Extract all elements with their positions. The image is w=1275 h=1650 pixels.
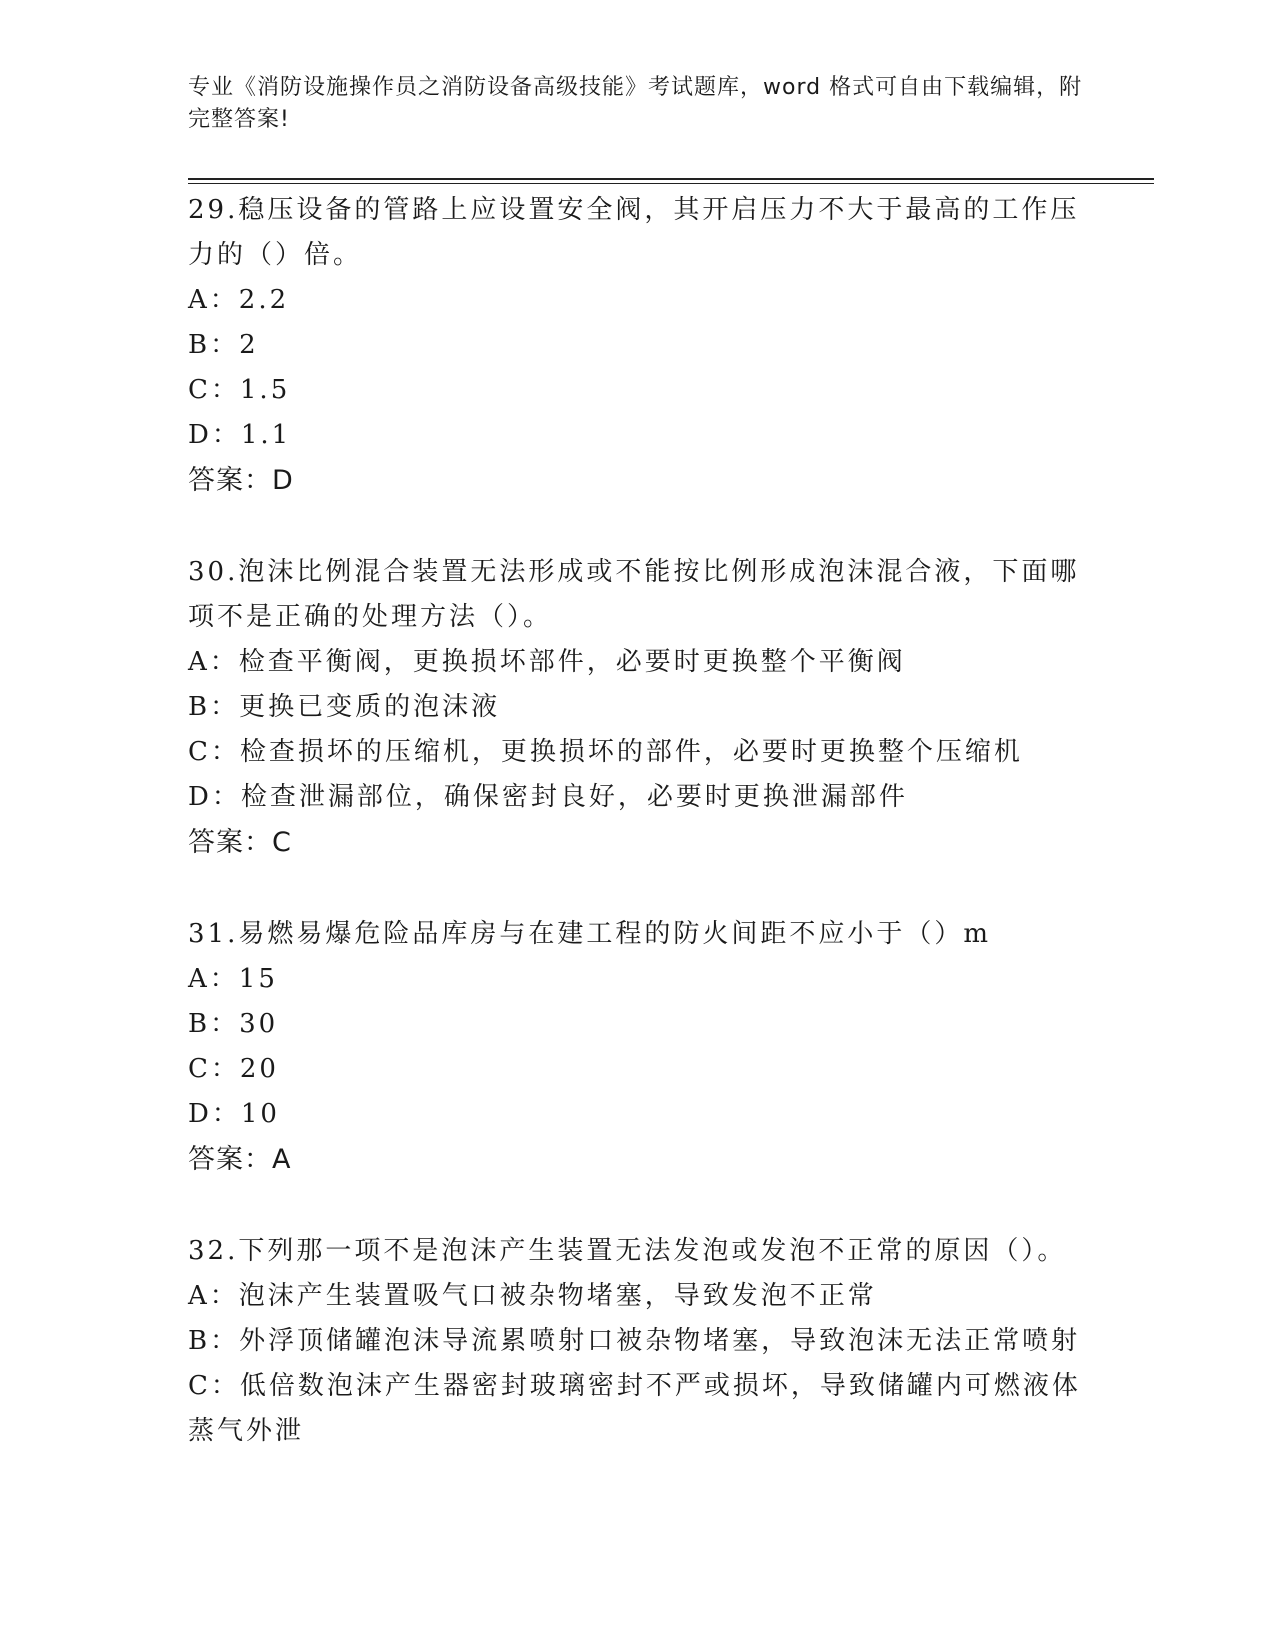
option-a: A：2.2 — [188, 285, 290, 315]
option-c: C：低倍数泡沫产生器密封玻璃密封不严或损坏，导致储罐内可燃液体蒸气外泄 — [188, 1371, 1081, 1446]
question-32 — [188, 1229, 1088, 1454]
spacer — [188, 865, 1088, 912]
option-d: D：10 — [188, 1099, 280, 1129]
question-stem: 32.下列那一项不是泡沫产生装置无法发泡或发泡不正常的原因（）。 — [188, 1236, 1067, 1266]
header-divider-thin — [188, 183, 1154, 184]
answer-line: 答案：C — [188, 827, 292, 858]
question-31 — [188, 912, 1088, 1182]
option-b: B：更换已变质的泡沫液 — [188, 692, 501, 722]
option-c: C：1.5 — [188, 375, 291, 405]
question-list — [188, 188, 1088, 1454]
question-29 — [188, 188, 1088, 503]
option-a: A：15 — [188, 964, 278, 994]
question-stem: 31.易燃易爆危险品库房与在建工程的防火间距不应小于（）m — [188, 919, 992, 949]
option-c: C：20 — [188, 1054, 279, 1084]
option-c: C：检查损坏的压缩机，更换损坏的部件，必要时更换整个压缩机 — [188, 737, 1023, 767]
page-header: 专业《消防设施操作员之消防设备高级技能》考试题库，word 格式可自由下载编辑，附完整答案! — [188, 75, 1083, 132]
spacer — [188, 1182, 1088, 1229]
question-30 — [188, 550, 1088, 865]
answer-line: 答案：A — [188, 1144, 292, 1175]
option-d: D：检查泄漏部位，确保密封良好，必要时更换泄漏部件 — [188, 782, 908, 812]
header-divider-thick — [188, 178, 1154, 180]
question-stem: 29.稳压设备的管路上应设置安全阀，其开启压力不大于最高的工作压力的（）倍。 — [188, 195, 1080, 270]
option-a: A：泡沫产生装置吸气口被杂物堵塞，导致发泡不正常 — [188, 1281, 877, 1311]
option-a: A：检查平衡阀，更换损坏部件，必要时更换整个平衡阀 — [188, 647, 906, 677]
answer-line: 答案：D — [188, 465, 294, 496]
option-b: B：30 — [188, 1009, 279, 1039]
spacer — [188, 503, 1088, 550]
option-b: B：外浮顶储罐泡沫导流累喷射口被杂物堵塞，导致泡沫无法正常喷射 — [188, 1326, 1081, 1356]
option-d: D：1.1 — [188, 420, 292, 450]
option-b: B：2 — [188, 330, 259, 360]
question-stem: 30.泡沫比例混合装置无法形成或不能按比例形成泡沫混合液，下面哪项不是正确的处理方法（）。 — [188, 557, 1080, 632]
